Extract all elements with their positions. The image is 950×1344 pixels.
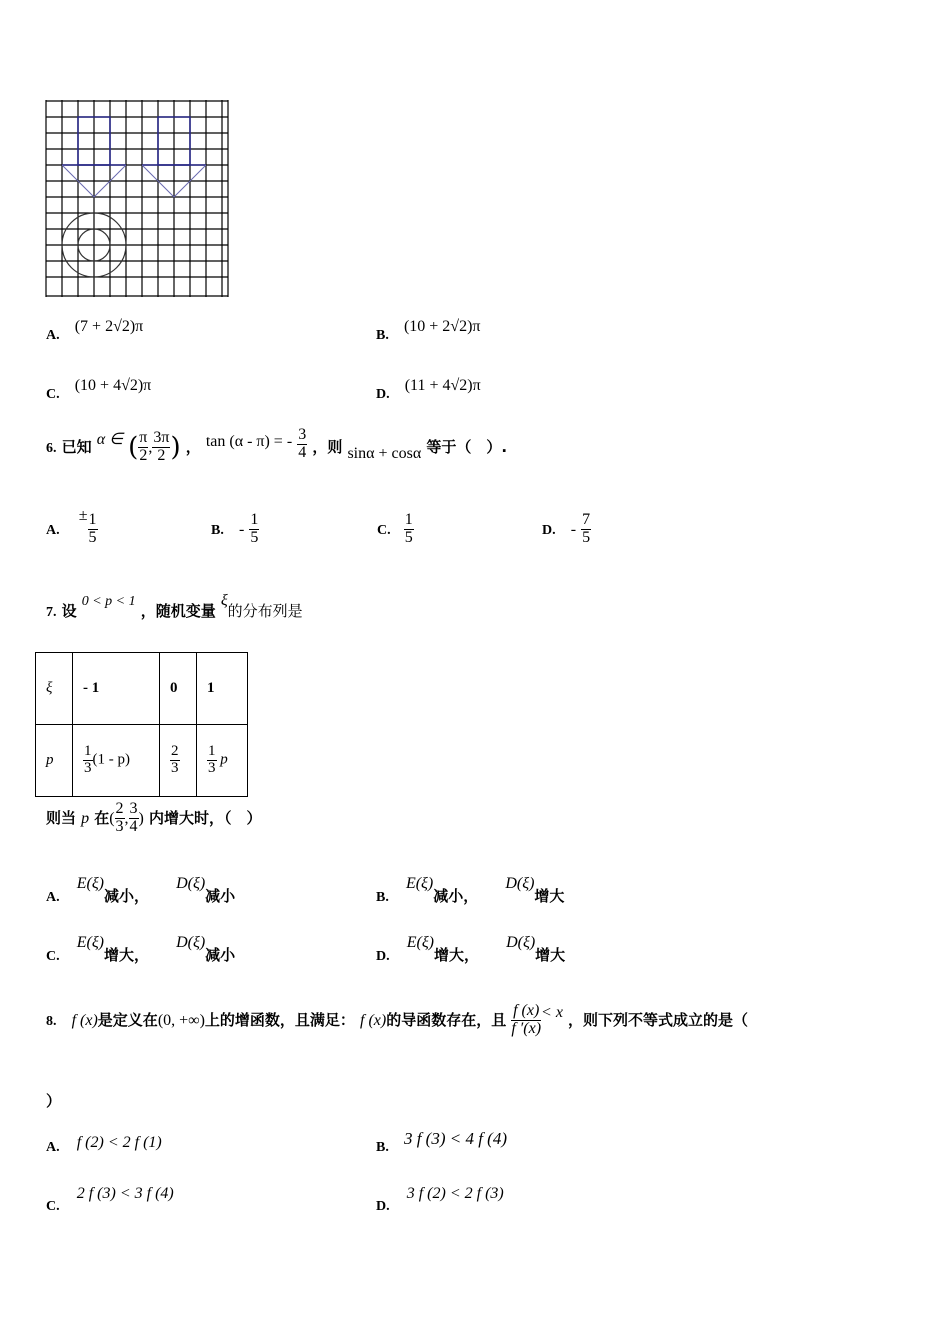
q7-option-c[interactable]: C. E(ξ)增大， D(ξ)减小 [46, 934, 236, 964]
table-row: ξ - 1 0 1 [36, 653, 248, 725]
q6-option-d[interactable]: D. - $\frac{7}{5}$ [542, 511, 591, 546]
q8-option-c[interactable]: C. 2 f (3) < 3 f (4) [46, 1185, 174, 1214]
table-row: p $\frac{1}{3}$ (1 - p) $\frac{2}{3}$ $\frac{1}{3}$ p [36, 725, 248, 797]
q6-option-c[interactable]: C. $\frac{1}{5}$ [377, 511, 413, 546]
q6-stem: 6. 已知 α ∈ ( $\frac{\pi}{2}$ , $\frac{3\pi}{2}$ ) ， tan (α - π) = - $\frac{3}{4}$ ，则 sinα + cosα 等于（ ）. [46, 426, 508, 464]
q7-option-a[interactable]: A. E(ξ)减小， D(ξ)减小 [46, 875, 236, 905]
q5-option-b[interactable]: B. (10 + 2√2)π [376, 318, 481, 343]
q7-condition: 则当 p 在( $\frac{2}{3}$ , $\frac{3}{4}$ ) 内增大时，（ ） [46, 800, 262, 835]
q6-option-a[interactable]: A. ± $\frac{1}{5}$ [46, 506, 97, 546]
q6-option-b[interactable]: B. - $\frac{1}{5}$ [211, 511, 259, 546]
q7-stem: 7. 设 0 < p < 1 ，随机变量 ξ的分布列是 [46, 592, 303, 620]
q7-option-d[interactable]: D. E(ξ)增大， D(ξ)增大 [376, 934, 566, 964]
q5-option-d[interactable]: D. (11 + 4√2)π [376, 377, 481, 402]
q5-option-a[interactable]: A. (7 + 2√2)π [46, 318, 144, 343]
q7-option-b[interactable]: B. E(ξ)减小， D(ξ)增大 [376, 875, 565, 905]
q8-stem-close: ） [46, 1092, 62, 1110]
distribution-table [35, 652, 248, 797]
q8-option-d[interactable]: D. 3 f (2) < 2 f (3) [376, 1185, 504, 1214]
three-view-figure [44, 99, 230, 299]
q5-option-c[interactable]: C. (10 + 4√2)π [46, 377, 152, 402]
q8-option-a[interactable]: A. f (2) < 2 f (1) [46, 1134, 162, 1155]
q8-option-b[interactable]: B. 3 f (3) < 4 f (4) [376, 1129, 507, 1155]
q8-stem: 8. f (x)是定义在(0, +∞)上的增函数，且满足： f (x)的导函数存在，且 $\frac{f (x)}{f '(x)}$ < x ，则下列不等式成立的是（ [46, 1002, 749, 1037]
